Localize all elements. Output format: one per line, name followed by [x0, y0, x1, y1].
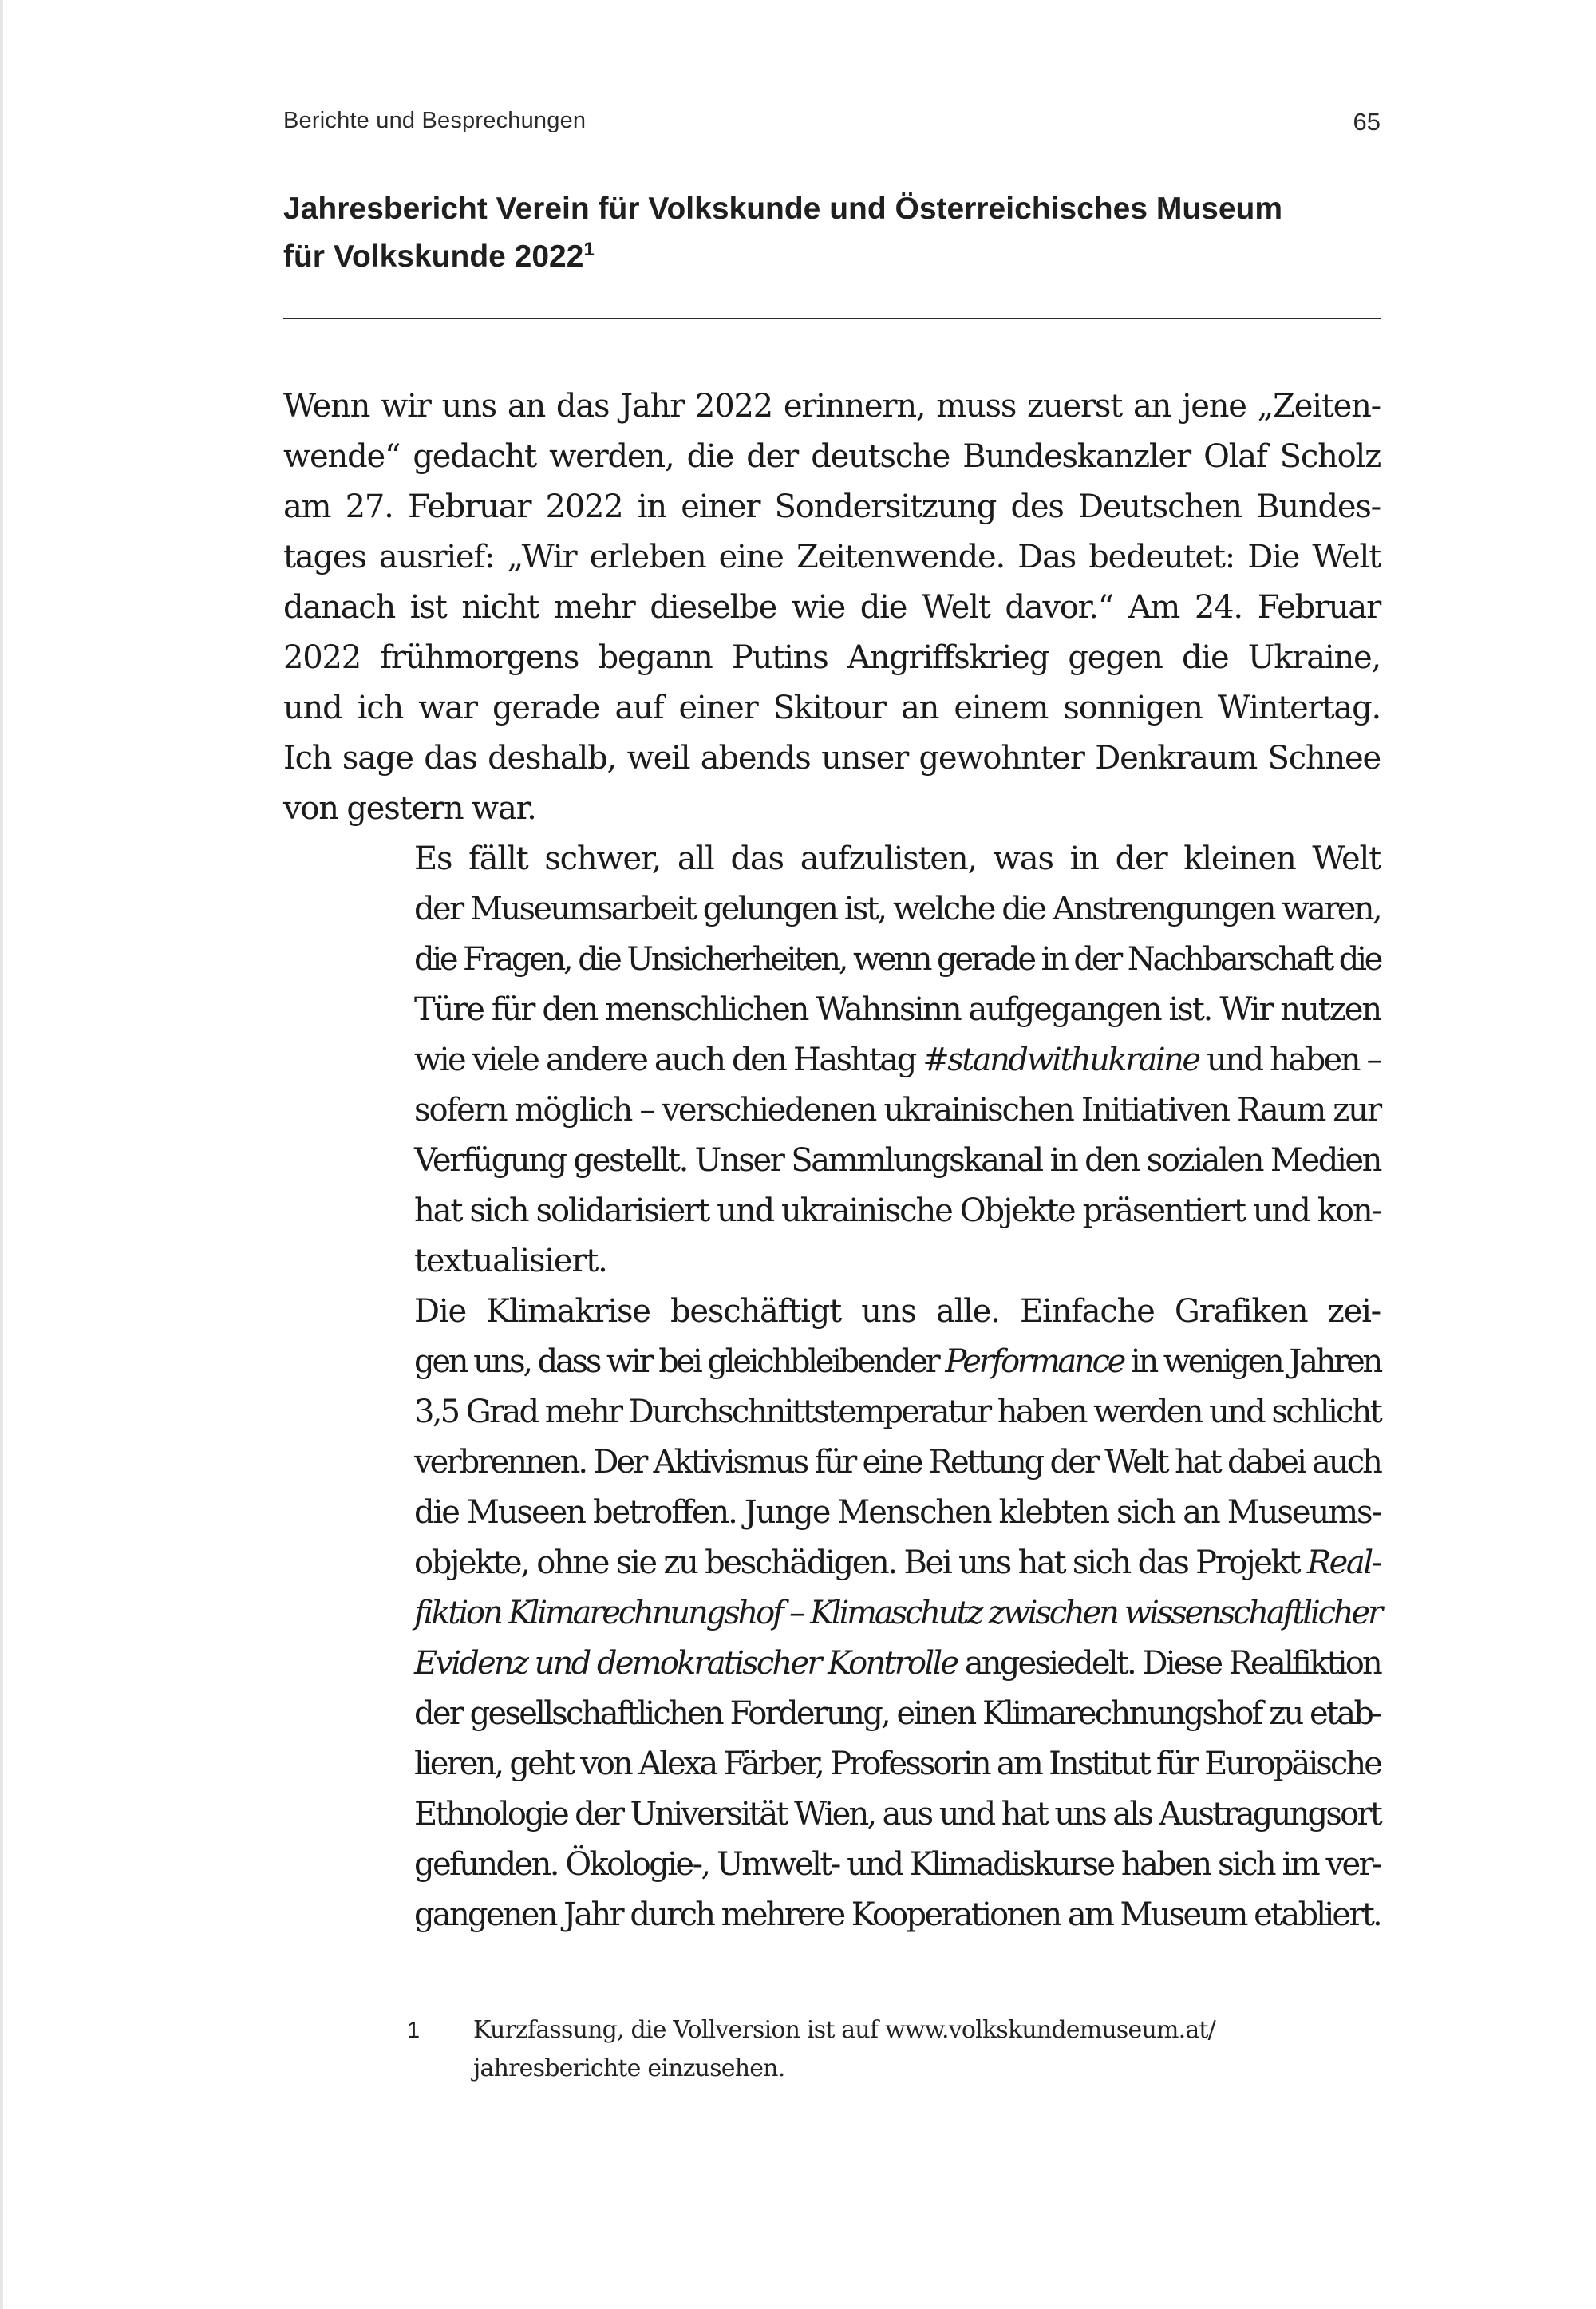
text-run: in wenigen Jahren [1124, 1343, 1381, 1380]
text-line [283, 1588, 1381, 1639]
text-line: hat sich solidarisiert und ukrainische Objekte präsentiert und kon- [414, 1192, 1381, 1229]
article-body [283, 382, 1381, 1940]
text-line: 3,5 Grad mehr Durchschnittstemperatur haben werden und schlicht [414, 1394, 1381, 1430]
text-line: textualisiert. [414, 1243, 607, 1279]
text-line: danach ist nicht mehr dieselbe wie die Welt davor.“ Am 24. Februar [283, 589, 1381, 626]
text-line: Die Klimakrise beschäftigt uns alle. Einfache Grafiken zei- [414, 1293, 1381, 1330]
footnote-text [473, 2011, 1383, 2088]
page-number: 65 [1353, 108, 1381, 136]
article-title-line-1: Jahresbericht Verein für Volkskunde und Österreichisches Museum [283, 192, 1283, 226]
text-line: und ich war gerade auf einer Skitour an einem sonnigen Wintertag. [283, 690, 1381, 726]
text-line: die Fragen, die Unsicherheiten, wenn gerade in der Nachbarschaft die [414, 941, 1381, 978]
text-line: sofern möglich – verschiedenen ukrainischen Initiativen Raum zur [414, 1092, 1381, 1129]
footnote-line: jahresberichte einzusehen. [473, 2054, 785, 2082]
text-line [283, 1538, 1381, 1588]
text-line: von gestern war. [283, 790, 536, 827]
paragraph-2 [283, 834, 1381, 1287]
footnote-line: Kurzfassung, die Vollversion ist auf www.volkskundemuseum.at/ [473, 2016, 1215, 2044]
article-title-line-2 [283, 233, 1393, 281]
text-line: verbrennen. Der Aktivismus für eine Rettung der Welt hat dabei auch [414, 1444, 1381, 1481]
paragraph-3 [283, 1287, 1381, 1940]
text-line: Ich sage das deshalb, weil abends unser gewohnter Denkraum Schnee [283, 740, 1381, 777]
text-line: Verfügung gestellt. Unser Sammlungskanal in den sozialen Medien [414, 1142, 1381, 1179]
text-line: lieren, geht von Alexa Färber, Professorin am Institut für Europäische [414, 1746, 1381, 1782]
text-line: der Museumsarbeit gelungen ist, welche die Anstrengungen waren, [414, 891, 1381, 927]
paragraph-1 [283, 382, 1381, 834]
text-line: 2022 frühmorgens begann Putins Angriffskrieg gegen die Ukraine, [283, 639, 1381, 676]
text-line: am 27. Februar 2022 in einer Sondersitzung des Deutschen Bundes- [283, 488, 1381, 525]
footnote-reference[interactable]: 1 [583, 239, 595, 260]
text-line: der gesellschaftlichen Forderung, einen Klimarechnungshof zu etab- [414, 1695, 1381, 1732]
text-run: objekte, ohne sie zu beschädigen. Bei uns hat sich das Projekt [414, 1544, 1307, 1581]
text-run: gen uns, dass wir bei gleichbleibender [414, 1343, 946, 1380]
hashtag: #standwithukraine [922, 1042, 1199, 1078]
article-title [283, 185, 1393, 281]
project-title: Evidenz und demokratischer Kontrolle [414, 1645, 958, 1682]
article-title-text: für Volkskunde 2022 [283, 239, 584, 274]
footnote-number: 1 [407, 2018, 420, 2043]
text-line: gefunden. Ökologie-, Umwelt- und Klimadiskurse haben sich im ver- [414, 1846, 1381, 1883]
project-title: Real- [1306, 1544, 1381, 1581]
text-line [283, 1337, 1381, 1387]
text-line: wende“ gedacht werden, die der deutsche Bundeskanzler Olaf Scholz [283, 438, 1381, 475]
text-line: Türe für den menschlichen Wahnsinn aufgegangen ist. Wir nutzen [414, 991, 1381, 1028]
text-line [283, 1639, 1381, 1689]
running-header [283, 108, 1381, 140]
text-run: und haben – [1199, 1042, 1381, 1078]
italic-term: Performance [945, 1343, 1124, 1380]
text-line [283, 1035, 1381, 1085]
page-edge [0, 0, 3, 2309]
text-line: Wenn wir uns an das Jahr 2022 erinnern, muss zuerst an jene „Zeiten- [283, 388, 1381, 425]
text-line: tages ausrief: „Wir erleben eine Zeitenwende. Das bedeutet: Die Welt [283, 539, 1381, 575]
text-line: Ethnologie der Universität Wien, aus und hat uns als Austragungsort [414, 1796, 1381, 1833]
title-divider [283, 318, 1381, 319]
section-title: Berichte und Besprechungen [283, 108, 587, 133]
text-line: gangenen Jahr durch mehrere Kooperationen am Museum etabliert. [414, 1896, 1381, 1933]
text-run: wie viele andere auch den Hashtag [414, 1042, 923, 1078]
project-title: fiktion Klimarechnungshof – Klimaschutz zwischen wissenschaftlicher [414, 1595, 1381, 1631]
text-run: angesiedelt. Diese Realfiktion [957, 1645, 1381, 1682]
text-line: die Museen betroffen. Junge Menschen klebten sich an Museums- [414, 1494, 1381, 1531]
text-line: Es fällt schwer, all das aufzulisten, was in der kleinen Welt [414, 840, 1381, 877]
